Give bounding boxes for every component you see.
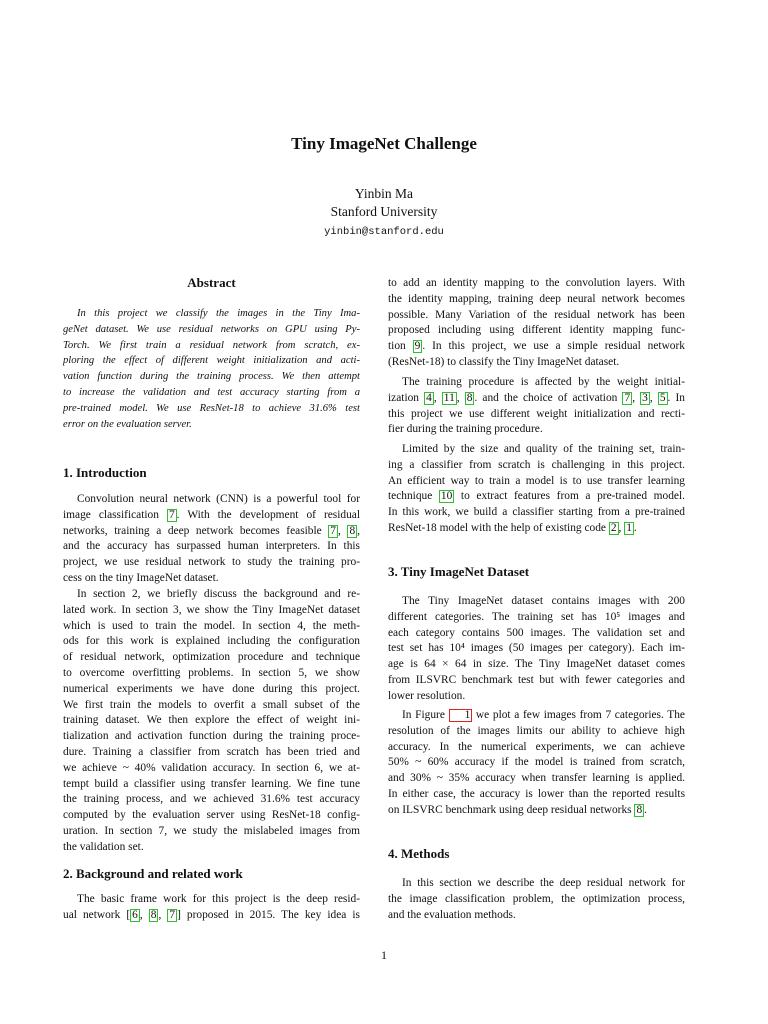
text-line: accuracy. In the numerical experiments, we can achieve	[388, 740, 685, 753]
abstract-line: pre-trained model. We use ResNet-18 to achieve 31.6% test	[63, 402, 360, 414]
citation-link[interactable]: 7	[330, 524, 336, 537]
page-number: 1	[381, 948, 387, 962]
text-line: In Figure 1 we plot a few images from 7 categories. The	[402, 709, 685, 721]
paper-title: Tiny ImageNet Challenge	[291, 134, 477, 153]
text-line: lower resolution.	[388, 689, 466, 702]
text-line: different categories. The training set has 10⁵ images and	[388, 610, 685, 623]
author-name: Yinbin Ma	[354, 186, 414, 201]
text-line: to add an identity mapping to the convolution layers. With	[388, 277, 685, 289]
citation-link[interactable]: 5	[659, 391, 666, 404]
abstract-line: geNet dataset. We use residual networks on GPU using Py-	[63, 323, 360, 335]
text-line: possible. Many Variation of the residual network has been	[388, 308, 685, 321]
citation-link[interactable]: 3	[642, 391, 648, 404]
citation-link[interactable]: 10	[440, 490, 453, 503]
abstract-line: error on the evaluation server.	[63, 418, 192, 430]
text-line: the identity mapping, training deep neural network becomes	[388, 292, 685, 305]
section-1-paragraph-1	[63, 492, 360, 587]
text-line: dure. Training a classifier from scratch has been tried and	[63, 745, 360, 758]
citation-link[interactable]: 6	[132, 908, 138, 921]
text-line: ing a classifier from scratch is challenging in this project.	[388, 458, 685, 471]
text-line: project, we use residual network to study the training pro-	[63, 556, 360, 569]
abstract-line: In this project we classify the images in the Tiny Ima-	[77, 308, 360, 319]
text-line: and the accuracy has surpassed human interpreters. In this	[63, 540, 360, 553]
text-line: we achieve ~ 40% validation accuracy. In section 6, we at-	[63, 761, 360, 774]
abstract-line: to increase the validation and test accuracy starting from a	[63, 386, 360, 398]
text-line: ResNet-18 model with the help of existing code 2 , 1 .	[388, 521, 637, 534]
section-4-paragraph-1	[388, 876, 685, 923]
text-line: and 30% ~ 35% accuracy when transfer learning is applied.	[388, 772, 685, 785]
text-line: In either case, the accuracy is lower than the reported results	[388, 787, 685, 800]
text-line: of residual network, optimization procedure and technique	[63, 651, 360, 664]
section-3-heading: 3. Tiny ImageNet Dataset	[388, 564, 530, 579]
text-line: ization 4 , 11 , 8 . and the choice of activation 7 , 3 , 5 . In	[388, 391, 685, 404]
text-line: uration. In section 7, we study the mislabeled images from	[63, 824, 360, 837]
text-line: ods for this work is explained including the configuration	[63, 635, 360, 648]
text-line: which is used to train the model. In section 4, the meth-	[63, 619, 360, 632]
text-line: to overcome overfitting problems. In section 5, we show	[63, 666, 360, 679]
text-line: 50% ~ 60% accuracy if the model is trained from scratch,	[388, 756, 685, 769]
text-line: fier during the training procedure.	[388, 423, 543, 436]
section-4-heading: 4. Methods	[388, 846, 450, 861]
citation-link[interactable]: 1	[626, 521, 632, 534]
citation-link[interactable]: 8	[349, 524, 356, 537]
text-line: The basic frame work for this project is the deep resid-	[77, 893, 360, 905]
citation-link[interactable]: 8	[466, 391, 473, 404]
citation-link[interactable]: 7	[624, 391, 631, 404]
text-line: computed by the evaluation server using ResNet-18 config-	[63, 809, 360, 822]
section-2-paragraph-2	[388, 375, 685, 438]
text-line: The training procedure is affected by the weight initial-	[402, 376, 685, 388]
citation-link[interactable]: 9	[414, 340, 421, 353]
text-line: networks, training a deep network becomes feasible 7 , 8 ,	[63, 524, 360, 537]
section-2-paragraph-3	[388, 442, 685, 537]
text-line: lated work. In section 3, we show the Tiny ImageNet dataset	[63, 603, 360, 616]
text-line: the validation set.	[63, 840, 144, 853]
citation-link[interactable]: 2	[610, 521, 617, 534]
citation-link[interactable]: 7	[169, 908, 176, 921]
abstract-line: vation function during the training process. We then attempt	[63, 371, 360, 383]
text-line: ual network [ 6 , 8 , 7 ] proposed in 2015. The key idea is	[63, 908, 360, 921]
text-line: In this section we describe the deep residual network for	[402, 877, 685, 889]
author-affiliation: Stanford University	[330, 204, 438, 219]
text-line: each category contains 500 images. The validation set and	[388, 626, 685, 639]
text-line: (ResNet-18) to classify the Tiny ImageNet dataset.	[388, 355, 620, 368]
text-line: numerical experiments we have done during this project.	[63, 682, 360, 695]
text-line: technique 10 to extract features from a pre-trained model.	[388, 490, 685, 503]
text-line: An efficient way to train a model is to use transfer learning	[388, 474, 685, 487]
citation-link[interactable]: 8	[636, 803, 643, 816]
text-line: We first train the models to overfit a small subset of the	[63, 698, 360, 711]
text-line: In section 2, we briefly discuss the background and re-	[77, 588, 360, 600]
text-line: resolution of the images limits our ability to achieve high	[388, 724, 685, 737]
text-line: The Tiny ImageNet dataset contains images with 200	[402, 595, 685, 607]
text-line: image classification 7 . With the development of residual	[63, 508, 361, 521]
citation-link[interactable]: 7	[168, 508, 175, 521]
text-line: tion 9 . In this project, we use a simple residual network	[388, 340, 685, 353]
figure-link[interactable]: 1	[449, 709, 473, 722]
citation-link[interactable]: 4	[426, 391, 432, 404]
text-line: age is 64 × 64 in size. The Tiny ImageNet dataset comes	[388, 658, 685, 671]
text-line: tempt build a classifier using transfer learning. We fine tune	[63, 777, 360, 790]
text-line: training dataset. We then explore the effect of weight ini-	[63, 714, 360, 727]
abstract-body	[63, 306, 360, 432]
text-line: from ILSVRC benchmark test but with fewer categories and	[388, 673, 685, 686]
section-2-paragraph-1	[63, 892, 360, 924]
citation-link[interactable]: 8	[150, 908, 157, 921]
text-line: this project we use different weight initialization and recti-	[388, 407, 685, 420]
section-1-heading: 1. Introduction	[63, 465, 147, 480]
abstract-heading: Abstract	[187, 275, 236, 290]
section-2-paragraph-1-cont	[388, 276, 685, 371]
text-line: Limited by the size and quality of the training set, train-	[402, 443, 685, 455]
text-line: tialization and activation function during the training proce-	[63, 730, 360, 743]
section-2-heading: 2. Background and related work	[63, 866, 243, 881]
section-1-paragraph-2	[63, 587, 360, 856]
text-line: cess on the tiny ImageNet dataset.	[63, 571, 219, 584]
text-line: Convolution neural network (CNN) is a powerful tool for	[77, 493, 360, 505]
text-line: the image classification problem, the optimization process,	[388, 892, 685, 905]
citation-link[interactable]: 11	[443, 391, 455, 404]
text-line: the training process, and we achieved 31.6% test accuracy	[63, 793, 360, 806]
text-line: proposed including using different identity mapping func-	[388, 324, 685, 337]
author-email: yinbin@stanford.edu	[324, 226, 444, 238]
text-line: In this work, we build a classifier starting from a pre-trained	[388, 506, 685, 519]
text-line: and the evaluation methods.	[388, 908, 516, 921]
section-3-paragraph-1	[388, 594, 685, 705]
text-line: test set has 10⁴ images (50 images per category). Each im-	[388, 642, 685, 655]
section-3-paragraph-2	[388, 708, 685, 819]
abstract-line: ploring the effect of different weight initialization and acti-	[63, 355, 360, 367]
text-line: on ILSVRC benchmark using deep residual networks 8 .	[388, 803, 647, 816]
abstract-line: Torch. We first train a residual network from scratch, ex-	[63, 339, 360, 351]
